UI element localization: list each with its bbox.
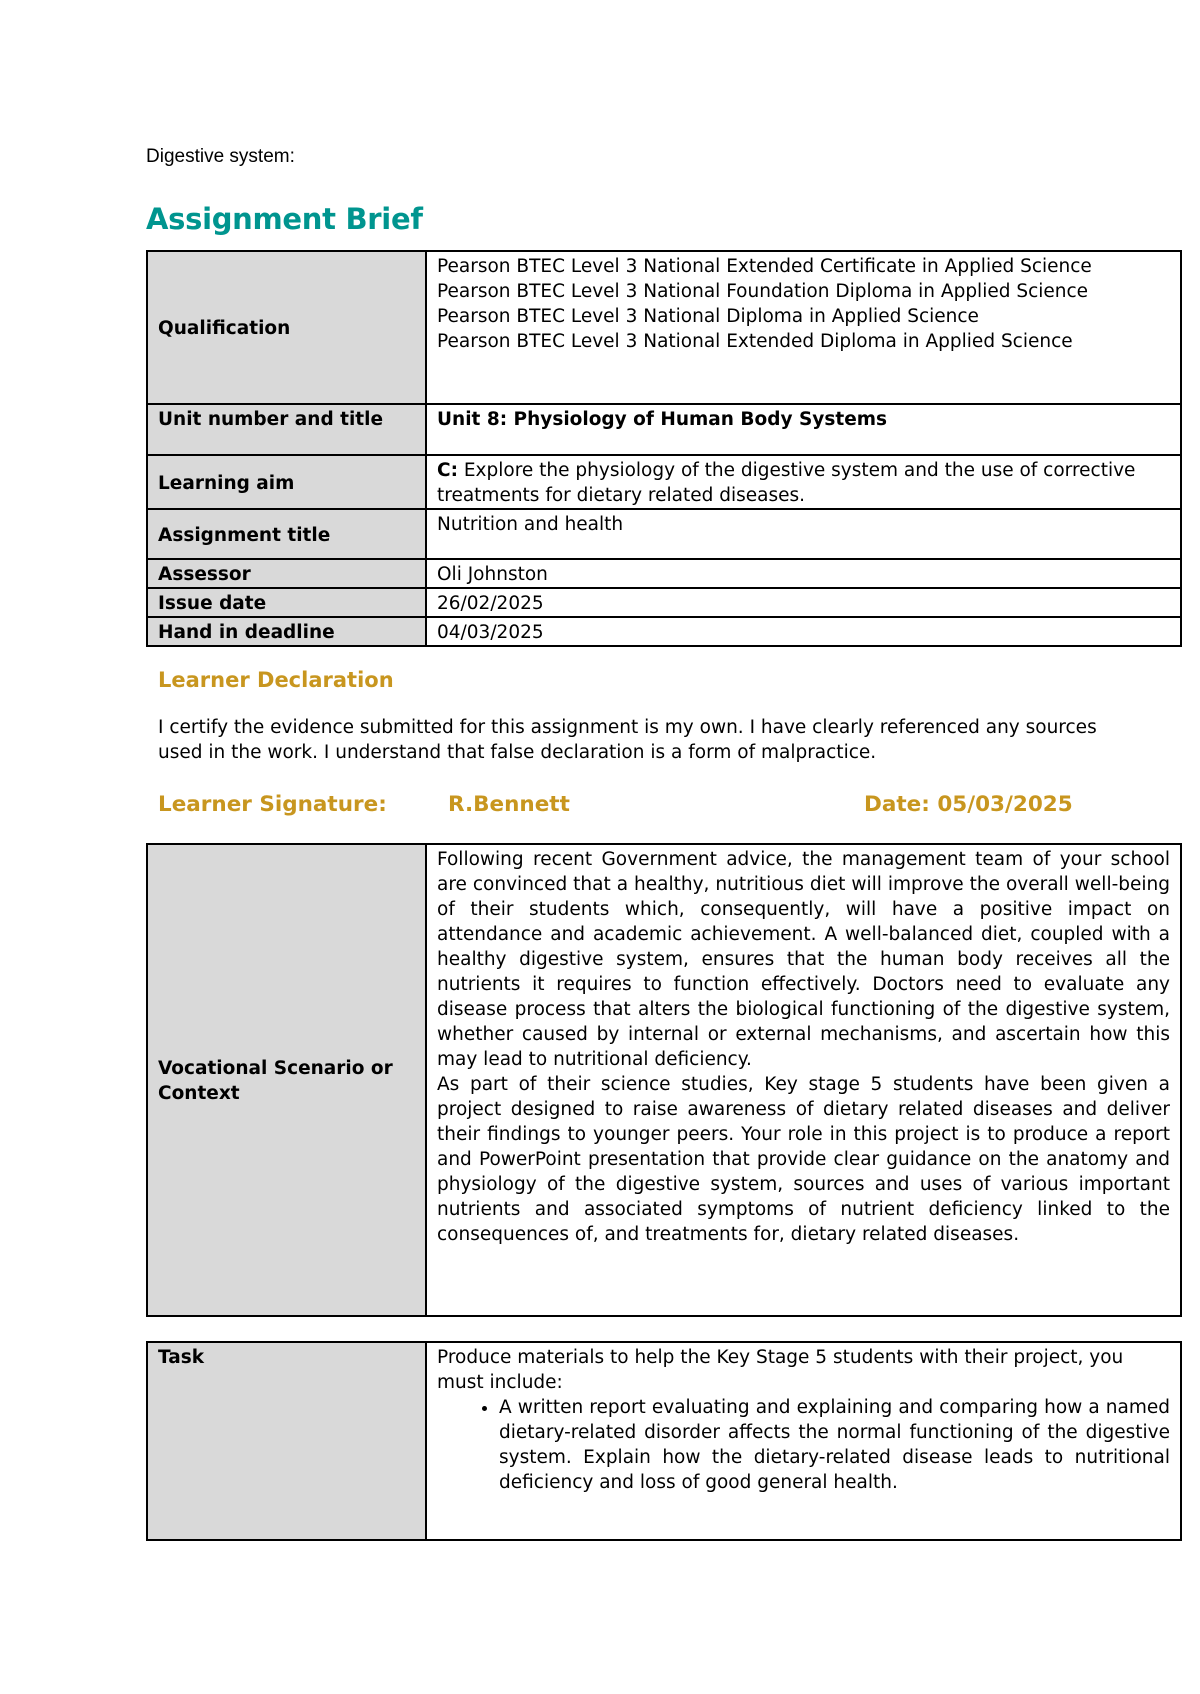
date-label: Date: [864, 792, 930, 817]
scenario-paragraph: Following recent Government advice, the management team of your school are convinced that a healthy, nutritious diet will improve the overall well-being of their students which, consequently, will have a positive impact on attendance and academic achievement. A well-balanced diet, coupled with a healthy digestive system, ensures that the human body receives all the nutrients it requires to function effectively. Doctors need to evaluate any disease process that alters the biological functioning of the digestive system, whether caused by internal or external mechanisms, and ascertain how this may lead to nutritional deficiency. [437, 849, 1170, 1070]
task-label: Task [147, 1342, 426, 1540]
task-list [437, 1395, 1170, 1495]
assignment-details-table [146, 250, 1182, 647]
unit-row [147, 404, 1181, 455]
qualification-line: Pearson BTEC Level 3 National Diploma in Applied Science [437, 306, 979, 327]
learner-declaration-heading: Learner Declaration [158, 668, 394, 692]
scenario-table [146, 843, 1182, 1317]
qualification-line: Pearson BTEC Level 3 National Extended Certificate in Applied Science [437, 256, 1092, 277]
assignment-title-label: Assignment title [147, 509, 426, 559]
qualification-line: Pearson BTEC Level 3 National Foundation Diploma in Applied Science [437, 281, 1089, 302]
qualification-row [147, 251, 1181, 404]
learning-aim-row [147, 455, 1181, 509]
assignment-title-row [147, 509, 1181, 559]
task-list-item: • A written report evaluating and explaining and comparing how a named dietary-related disorder affects the normal functioning of the digestive system. Explain how the dietary-related disease leads to nutritional deficiency and loss of good general health. [499, 1395, 1170, 1495]
assessor-value: Oli Johnston [426, 559, 1181, 588]
signature-value: R.Bennett [448, 792, 570, 817]
learning-aim-text: Explore the physiology of the digestive system and the use of corrective treatments for dietary related diseases. [437, 460, 1136, 506]
learning-aim-label: Learning aim [147, 455, 426, 509]
issue-date-row [147, 588, 1181, 617]
assignment-brief-title: Assignment Brief [146, 202, 423, 236]
scenario-paragraph: As part of their science studies, Key stage 5 students have been given a project designed to raise awareness of dietary related diseases and deliver their findings to younger peers. Your role in this project is to produce a report and PowerPoint presentation that provide clear guidance on the anatomy and physiology of the digestive system, sources and uses of various important nutrients and associated symptoms of nutrient deficiency linked to the consequences of, and treatments for, dietary related diseases. [437, 1074, 1170, 1245]
signature-label: Learner Signature: [158, 792, 387, 817]
assignment-title-value: Nutrition and health [426, 509, 1181, 559]
task-row [147, 1342, 1181, 1540]
scenario-label: Vocational Scenario or Context [147, 844, 426, 1316]
document-heading: Digestive system: [146, 146, 295, 167]
deadline-label: Hand in deadline [147, 617, 426, 646]
declaration-text: I certify the evidence submitted for this assignment is my own. I have clearly referenced any sources used in the work. I understand that false declaration is a form of malpractice. [158, 717, 1097, 763]
deadline-row [147, 617, 1181, 646]
task-content [426, 1342, 1181, 1540]
scenario-text [426, 844, 1181, 1316]
date-value: 05/03/2025 [937, 792, 1073, 817]
learning-aim-value [426, 455, 1181, 509]
unit-label: Unit number and title [147, 404, 426, 455]
task-table [146, 1341, 1182, 1541]
assessor-label: Assessor [147, 559, 426, 588]
qualification-label: Qualification [147, 251, 426, 404]
assessor-row [147, 559, 1181, 588]
scenario-row [147, 844, 1181, 1316]
task-intro: Produce materials to help the Key Stage 5 students with their project, you must include: [437, 1347, 1124, 1393]
deadline-value: 04/03/2025 [426, 617, 1181, 646]
qualification-line: Pearson BTEC Level 3 National Extended Diploma in Applied Science [437, 331, 1073, 352]
date-field [864, 792, 1073, 817]
learning-aim-prefix: C: [437, 460, 458, 481]
issue-date-label: Issue date [147, 588, 426, 617]
qualification-value [426, 251, 1181, 404]
issue-date-value: 26/02/2025 [426, 588, 1181, 617]
unit-value: Unit 8: Physiology of Human Body Systems [426, 404, 1181, 455]
